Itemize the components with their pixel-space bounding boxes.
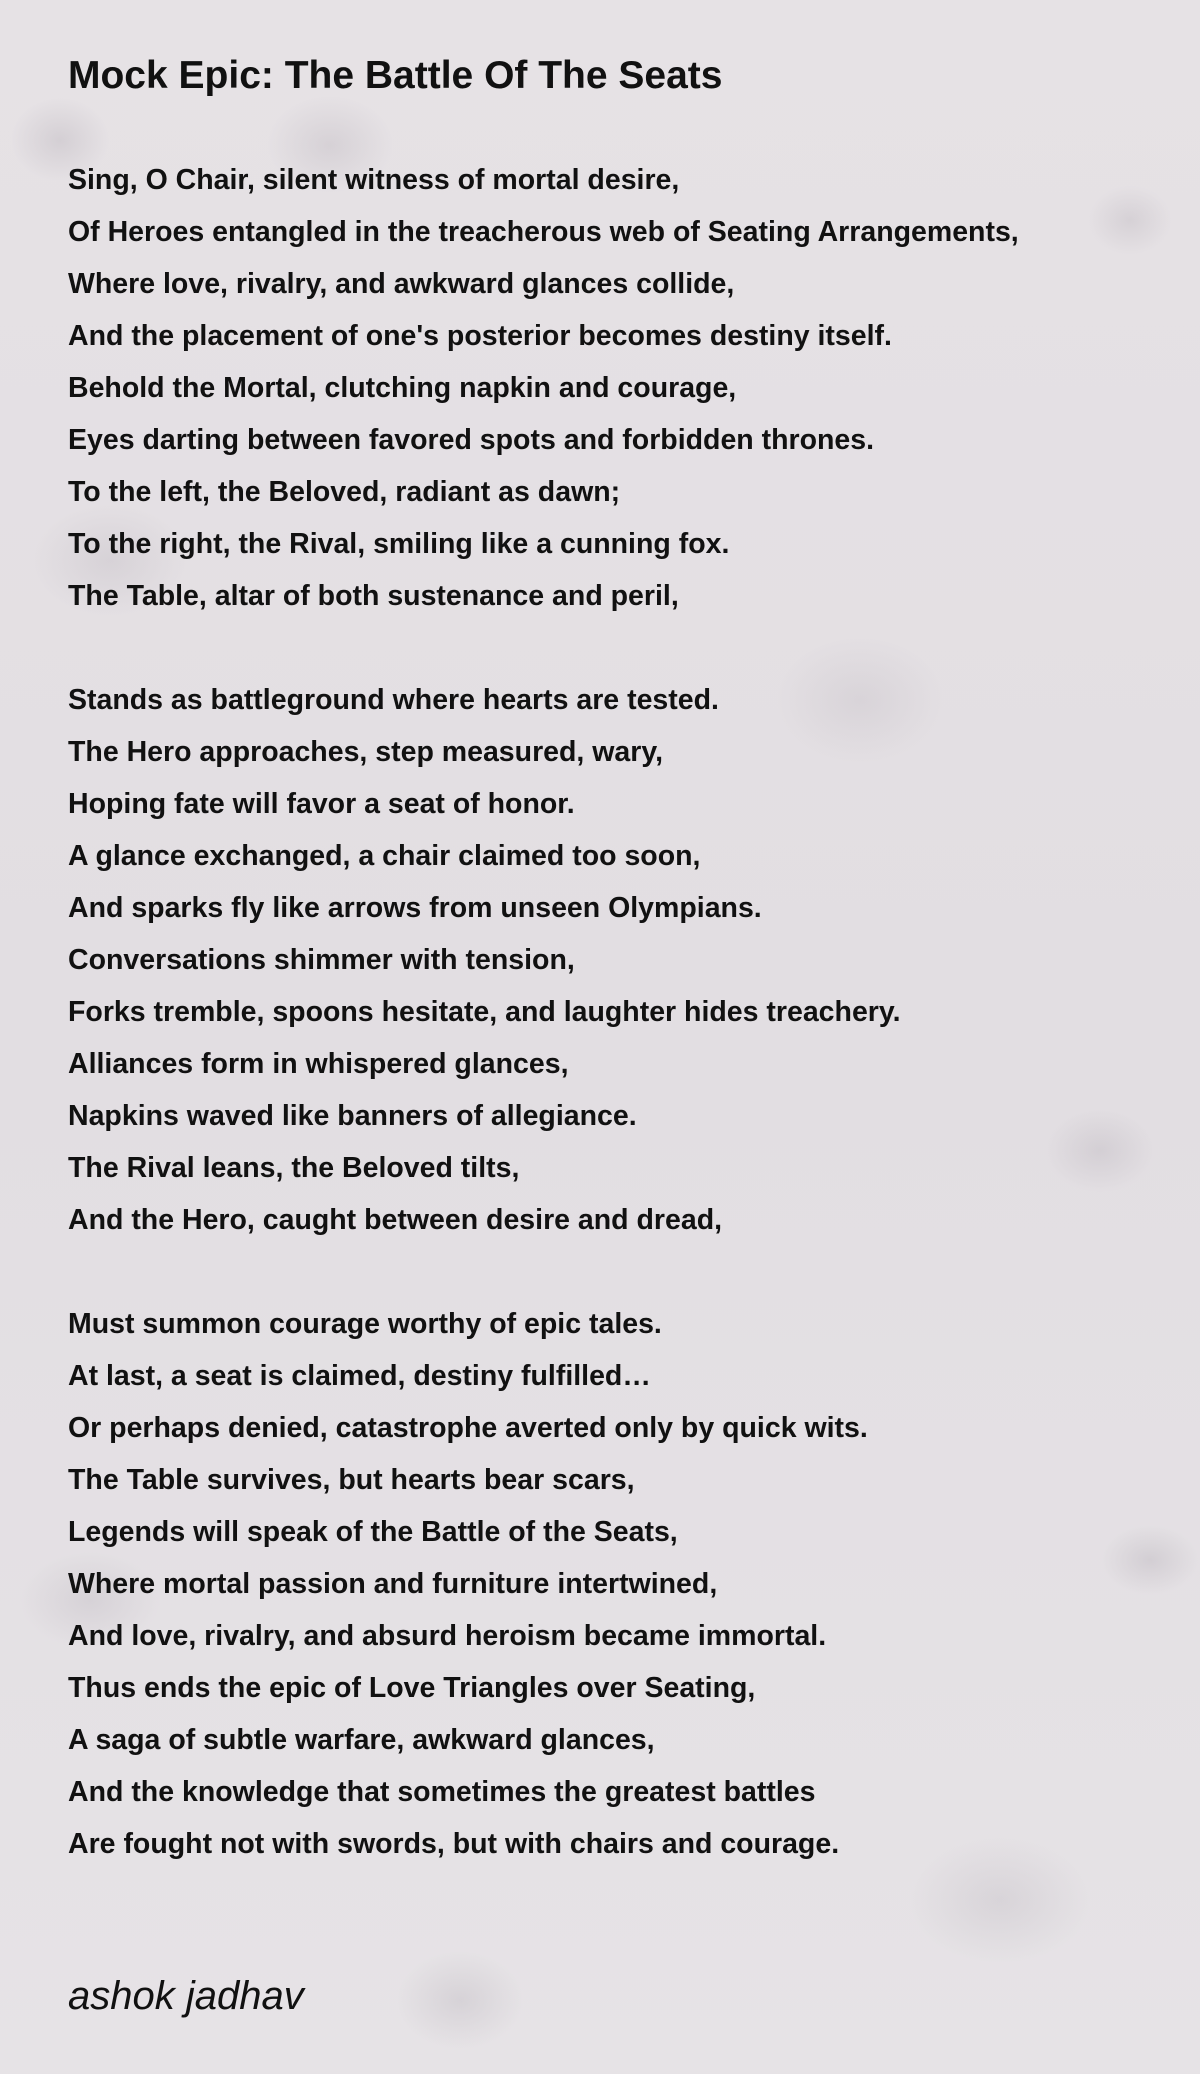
- poem-line: The Rival leans, the Beloved tilts,: [68, 1152, 520, 1184]
- poem-line: Conversations shimmer with tension,: [68, 944, 575, 976]
- poem-line: The Table survives, but hearts bear scars,: [68, 1464, 635, 1496]
- poem-line: Hoping fate will favor a seat of honor.: [68, 788, 575, 820]
- poem-body: [68, 154, 1178, 1922]
- poem-line: Legends will speak of the Battle of the Seats,: [68, 1516, 678, 1548]
- poem-line: Or perhaps denied, catastrophe averted only by quick wits.: [68, 1412, 868, 1444]
- poem-line: Of Heroes entangled in the treacherous web of Seating Arrangements,: [68, 216, 1019, 248]
- poem-line: A glance exchanged, a chair claimed too soon,: [68, 840, 701, 872]
- poem-line: Napkins waved like banners of allegiance.: [68, 1100, 637, 1132]
- poem-line: Behold the Mortal, clutching napkin and courage,: [68, 372, 737, 404]
- poem-line: Alliances form in whispered glances,: [68, 1048, 569, 1080]
- poem-line: Thus ends the epic of Love Triangles over Seating,: [68, 1672, 756, 1704]
- poem-line: Where love, rivalry, and awkward glances collide,: [68, 268, 735, 300]
- poem-line: The Table, altar of both sustenance and peril,: [68, 580, 679, 612]
- poem-line: And the placement of one's posterior becomes destiny itself.: [68, 320, 892, 352]
- poem-line: To the right, the Rival, smiling like a cunning fox.: [68, 528, 730, 560]
- poem-line: Stands as battleground where hearts are tested.: [68, 684, 719, 716]
- poem-line: Must summon courage worthy of epic tales.: [68, 1308, 662, 1340]
- poem-line: A saga of subtle warfare, awkward glances,: [68, 1724, 655, 1756]
- poem-line: Are fought not with swords, but with chairs and courage.: [68, 1828, 840, 1860]
- poem-line: To the left, the Beloved, radiant as dawn;: [68, 476, 621, 508]
- poem-line: And love, rivalry, and absurd heroism became immortal.: [68, 1620, 827, 1652]
- poem-line: Where mortal passion and furniture intertwined,: [68, 1568, 718, 1600]
- poem-line: Forks tremble, spoons hesitate, and laughter hides treachery.: [68, 996, 901, 1028]
- poem-line: The Hero approaches, step measured, wary,: [68, 736, 664, 768]
- stanza-2: [68, 674, 1178, 1246]
- poem-line: At last, a seat is claimed, destiny fulfilled…: [68, 1360, 651, 1392]
- poem-title: Mock Epic: The Battle Of The Seats: [68, 54, 723, 97]
- poem-line: Sing, O Chair, silent witness of mortal desire,: [68, 164, 680, 196]
- stanza-3: [68, 1298, 1178, 1870]
- poem-line: And sparks fly like arrows from unseen Olympians.: [68, 892, 762, 924]
- stanza-1: [68, 154, 1178, 622]
- poem-line: Eyes darting between favored spots and forbidden thrones.: [68, 424, 875, 456]
- poem-line: And the knowledge that sometimes the greatest battles: [68, 1776, 816, 1808]
- author-name: ashok jadhav: [68, 1974, 304, 2018]
- poem-line: And the Hero, caught between desire and dread,: [68, 1204, 723, 1236]
